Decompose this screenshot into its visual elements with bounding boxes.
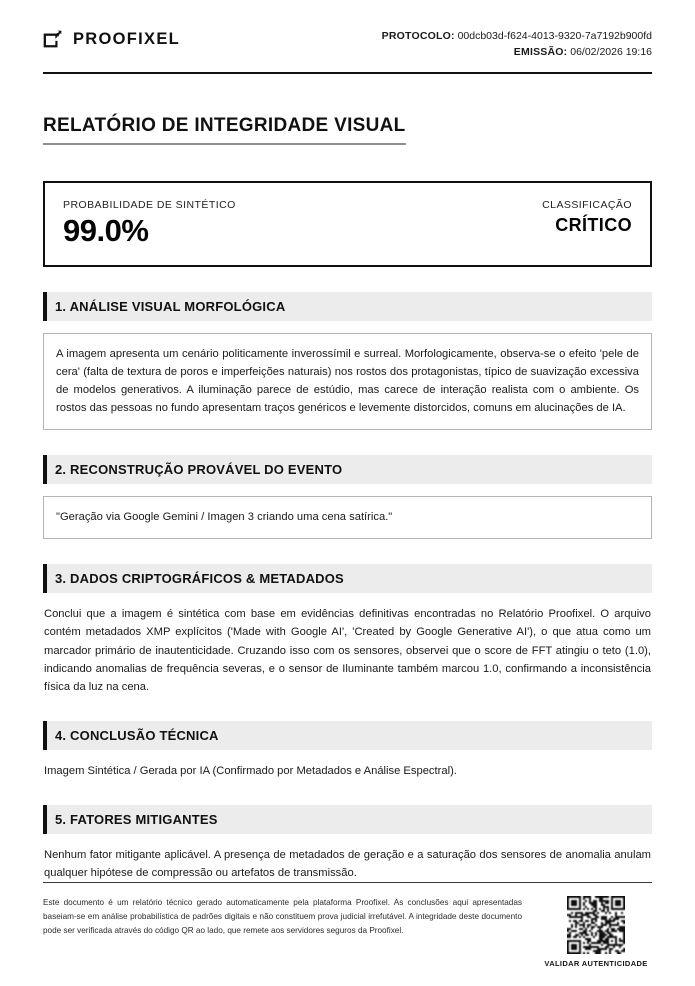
qr-caption: VALIDAR AUTENTICIDADE (544, 959, 648, 968)
protocol-value: 00dcb03d-f624-4013-9320-7a7192b900fd (457, 30, 652, 42)
section-accent-bar (43, 292, 47, 321)
report-section (43, 805, 652, 882)
probability-block (63, 199, 236, 248)
classification-block (542, 199, 632, 237)
section-header (43, 455, 652, 484)
page-title-wrapper (43, 103, 652, 158)
section-accent-bar (43, 455, 47, 484)
section-header (43, 721, 652, 750)
protocol-line (382, 28, 652, 44)
section-body: A imagem apresenta um cenário politicamente inverossímil e surreal. Morfologicamente, observa-se o efeito 'pele de cera' (falta de textura de poros e imperfeições naturais) nos rostos dos protagonistas, típico de suavização excessiva de modelos generativos. A iluminação parece de estúdio, mas carece de interação realista com o ambiente. Os rostos das pessoas no fundo apresentam traços genéricos e levemente distorcidos, comuns em alucinações de IA. (43, 333, 652, 431)
status-badge: CRÍTICO (555, 214, 632, 235)
section-body: "Geração via Google Gemini / Imagen 3 criando uma cena satírica." (43, 496, 652, 539)
section-header (43, 292, 652, 321)
proofixel-mark-icon (43, 30, 62, 49)
section-title: 4. CONCLUSÃO TÉCNICA (55, 727, 219, 743)
page-title: RELATÓRIO DE INTEGRIDADE VISUAL (43, 115, 406, 145)
classification-label: CLASSIFICAÇÃO (542, 198, 632, 211)
report-section (43, 455, 652, 539)
issued-label: EMISSÃO: (513, 46, 568, 59)
section-body: Nenhum fator mitigante aplicável. A presença de metadados de geração e a saturação dos sensores de anomalia anulam qualquer hipótese de compressão ou artefatos de transmissão. (44, 849, 651, 880)
probability-value: 99.0% (63, 212, 149, 248)
protocol-label: PROTOCOLO: (381, 30, 455, 42)
footer-disclaimer: Este documento é um relatório técnico gerado automaticamente pela plataforma Proofixel. As conclusões aqui apresentadas baseiam-se em análise probabilística de padrões digitais e não constituem prova judicial irrefutável. A integridade deste documento pode ser verificada através do código QR ao lado, que remete aos servidores seguros da Proofixel. (43, 898, 522, 936)
report-section (43, 564, 652, 696)
section-body: Conclui que a imagem é sintética com base em evidências definitivas encontradas no Relatório Proofixel. O arquivo contém metadados XMP explícitos ('Made with Google AI', 'Created by Google Generative AI'), o que atua como um marcador primário de inautenticidade. Cruzando isso com os sensores, observei que o score de FFT atingiu o teto (1.0), indicando anomalias de frequência severas, e o sensor de Iluminante também marcou 1.0, confirmando a inconsistência física da luz na cena. (44, 608, 651, 693)
document-header (43, 24, 652, 74)
qr-block (540, 896, 652, 968)
verdict-summary-box (43, 181, 652, 267)
section-accent-bar (43, 564, 47, 593)
section-accent-bar (43, 805, 47, 834)
document-footer (43, 882, 652, 968)
section-accent-bar (43, 721, 47, 750)
brand (43, 24, 180, 49)
issued-value: 06/02/2026 19:16 (570, 46, 652, 59)
section-title: 5. FATORES MITIGANTES (55, 812, 218, 828)
qr-code-icon[interactable] (567, 896, 625, 954)
section-header (43, 805, 652, 834)
brand-name: PROOFIXEL (73, 30, 181, 48)
section-title: 2. RECONSTRUÇÃO PROVÁVEL DO EVENTO (55, 462, 343, 478)
section-title: 3. DADOS CRIPTOGRÁFICOS & METADADOS (55, 571, 344, 587)
issued-line (382, 44, 652, 60)
report-section (43, 292, 652, 431)
section-header (43, 564, 652, 593)
section-title: 1. ANÁLISE VISUAL MORFOLÓGICA (55, 298, 286, 314)
header-metadata (382, 24, 652, 61)
section-body: Imagem Sintética / Gerada por IA (Confirmado por Metadados e Análise Espectral). (44, 764, 457, 777)
report-section (43, 721, 652, 780)
probability-label: PROBABILIDADE DE SINTÉTICO (63, 198, 236, 211)
